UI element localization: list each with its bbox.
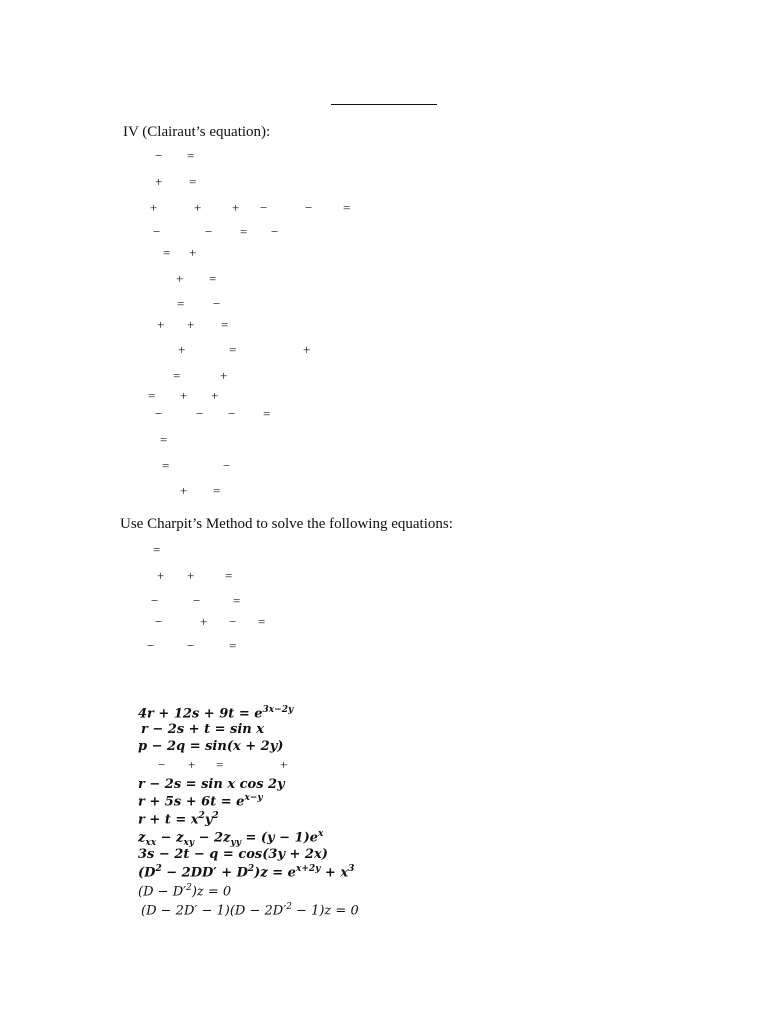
clairaut-symbol: − <box>205 224 213 239</box>
clairaut-heading: IV (Clairaut’s equation): <box>123 124 271 140</box>
equation-11: $(D - D'^2)z = 0$ <box>138 883 232 900</box>
charpit-symbol: + <box>157 568 165 583</box>
charpit-symbol: − <box>229 614 237 629</box>
clairaut-symbol: − <box>271 224 279 239</box>
clairaut-symbol: = <box>240 224 248 239</box>
equation-1: $4r + 12s + 9t = e^{3x-2y}$ <box>138 705 294 722</box>
clairaut-symbol: + <box>303 342 311 357</box>
clairaut-symbol: − <box>155 406 163 421</box>
clairaut-symbol: − <box>305 200 313 215</box>
clairaut-symbol: = <box>189 174 197 189</box>
clairaut-symbol: + <box>194 200 202 215</box>
charpit-symbol: = <box>258 614 266 629</box>
clairaut-symbol: + <box>220 368 228 383</box>
charpit-symbol: = <box>225 568 233 583</box>
charpit-symbol: = <box>233 593 241 608</box>
clairaut-symbol: + <box>157 317 165 332</box>
charpit-symbol: − <box>187 638 195 653</box>
charpit-heading: Use Charpit’s Method to solve the following equations: <box>120 516 453 532</box>
clairaut-symbol: + <box>180 483 188 498</box>
charpit-symbol: − <box>151 593 159 608</box>
clairaut-symbol: = <box>187 148 195 163</box>
charpit-symbol: − <box>193 593 201 608</box>
charpit-symbol: − <box>155 614 163 629</box>
clairaut-symbol: = <box>229 342 237 357</box>
clairaut-symbol: = <box>177 296 185 311</box>
clairaut-symbol: − <box>155 148 163 163</box>
clairaut-symbol: = <box>221 317 229 332</box>
clairaut-symbol: + <box>211 388 219 403</box>
clairaut-symbol: = <box>209 271 217 286</box>
clairaut-symbol: + <box>187 317 195 332</box>
equation-9: 3s − 2t − q = cos(3y + 2x) <box>138 847 328 862</box>
clairaut-symbol: − <box>228 406 236 421</box>
charpit-symbol: + <box>200 614 208 629</box>
clairaut-symbol: = <box>163 245 171 260</box>
equation-10: $(D^2 - 2DD' + D^2)z = e^{x+2y} + x^3$ <box>138 864 355 881</box>
clairaut-symbol: − <box>223 458 231 473</box>
charpit-symbol: = <box>153 542 161 557</box>
clairaut-symbol: + <box>180 388 188 403</box>
equation-6: $r + 5s + 6t = e^{x-y}$ <box>138 793 263 810</box>
equation-8: $z_{xx} - z_{xy} - 2z_{yy} = (y - 1)e^x$ <box>138 829 324 848</box>
clairaut-symbol: + <box>155 174 163 189</box>
equation-3: p − 2q = sin(x + 2y) <box>138 739 284 754</box>
clairaut-symbol: − <box>153 224 161 239</box>
clairaut-symbol: = <box>160 432 168 447</box>
charpit-symbol: − <box>147 638 155 653</box>
clairaut-symbol: − <box>260 200 268 215</box>
equation-12: $(D - 2D' - 1)(D - 2D'^2 - 1)z = 0$ <box>141 902 359 919</box>
clairaut-symbol: = <box>263 406 271 421</box>
equation-5: r − 2s = sin x cos 2y <box>138 777 285 792</box>
clairaut-symbol: + <box>150 200 158 215</box>
clairaut-symbol: = <box>173 368 181 383</box>
header-rule <box>331 104 437 105</box>
equation-2: r − 2s + t = sin x <box>141 722 265 737</box>
charpit-symbol: + <box>187 568 195 583</box>
clairaut-symbol: = <box>162 458 170 473</box>
clairaut-symbol: = <box>213 483 221 498</box>
clairaut-symbol: + <box>176 271 184 286</box>
clairaut-symbol: = <box>343 200 351 215</box>
clairaut-symbol: + <box>232 200 240 215</box>
equation-7: $r + t = x^2y^2$ <box>138 811 219 828</box>
clairaut-symbol: − <box>213 296 221 311</box>
clairaut-symbol: − <box>196 406 204 421</box>
clairaut-symbol: + <box>178 342 186 357</box>
charpit-symbol: = <box>229 638 237 653</box>
clairaut-symbol: = <box>148 388 156 403</box>
clairaut-symbol: + <box>189 245 197 260</box>
